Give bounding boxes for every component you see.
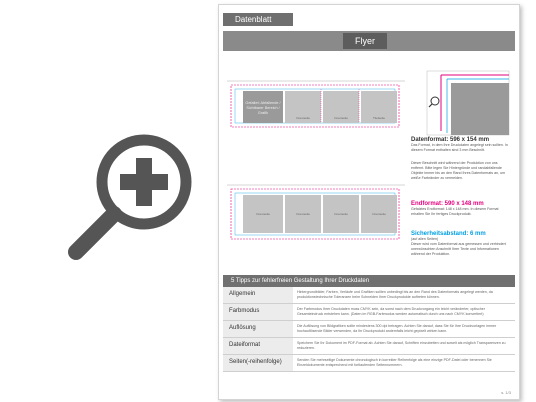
- safety-block: [411, 231, 511, 257]
- tips-title: 5 Tipps zur fehlerfreien Gestaltung Ihrer Druckdaten: [223, 275, 515, 287]
- tip-row: [223, 321, 515, 338]
- flyer-top-label-1: Innenseite: [296, 116, 310, 120]
- tip-label: Allgemein: [223, 287, 293, 303]
- flyer-bottom-label-3: Innenseite: [334, 212, 348, 216]
- tip-row: [223, 287, 515, 304]
- tip-row: [223, 355, 515, 372]
- datasheet-tab: Datenblatt: [223, 13, 293, 26]
- tip-text: Senden Sie mehrseitige Dokumente chronologisch in korrekter Reihenfolge als eine einzige PDF-Datei oder benennen Sie Einzeldokumente entsprechend mit fortlaufenden Seitennummern.: [297, 358, 492, 367]
- flyer-top-label-3: Titelseite: [373, 116, 385, 120]
- flyer-bottom-label-2: Innenseite: [296, 212, 310, 216]
- flyer-bottom-label-4: Innenseite: [372, 212, 386, 216]
- tip-label: Dateiformat: [223, 338, 293, 354]
- corner-detail-inset: [427, 71, 509, 135]
- flyer-top-label-2: Innenseite: [334, 116, 348, 120]
- tips-table: [223, 275, 515, 372]
- endformat-title: Endformat: 590 x 148 mm: [411, 201, 484, 207]
- tip-row: [223, 304, 515, 321]
- dataformat-block: [411, 137, 511, 153]
- safety-text: Dieser wird vom Datenformat aus gemessen und verhindert unerwünschten Anschnitt Ihrer Texte und Informationen während der Produktion.: [411, 242, 506, 256]
- tip-label: Auflösung: [223, 321, 293, 337]
- zoom-in-icon[interactable]: [48, 126, 200, 266]
- tip-text: Die Auflösung von Bildgrafiken sollte mindestens 300 dpi betragen. Achten Sie darauf, dass Sie für Ihre Druckvorlagen immer hochauflösende Bilder verwenden, da Ihr Druckprodukt andernfalls leicht gepixelt wirken kann.: [297, 324, 497, 333]
- endformat-block: [411, 201, 511, 217]
- tip-text: Speichern Sie Ihr Dokument im PDF-Format ab. Achten Sie darauf, Schriften einzubetten und soweit als möglich Transparenzen zu reduzieren.: [297, 341, 506, 350]
- tip-text: Hintergrundbilder, Farben, Verläufe und Grafiken sollten unbedingt bis an den Rand des Datenformats angelegt werden, da produktionstechnische Toleranzen beim Schneiden Ihrer Druckprodukte auftreten können.: [297, 290, 493, 299]
- flyer-bottom-label-1: Innenseite: [256, 212, 270, 216]
- page-number: s. 1/3: [501, 390, 511, 395]
- dataformat-text: Das Format, in dem Ihre Druckdaten angelegt sein sollten. In diesem Format enthalten sind 3 mm Beschnitt.: [411, 143, 508, 152]
- safety-title: Sicherheitsabstand: 6 mm: [411, 231, 486, 237]
- page-title: Flyer: [343, 33, 387, 49]
- note-block: [411, 161, 511, 181]
- tip-text: Der Farbmodus Ihrer Druckdaten muss CMYK sein, da sonst nach dem Druckvorgang ein leicht veränderter, optischer Gesamteindruck entstehen kann. (Daten im RGB-Farbmodus werden automatisch durch uns nach CMYK konvertiert): [297, 307, 485, 316]
- tip-label: Seiten(-reihenfolge): [223, 355, 293, 371]
- tip-row: [223, 338, 515, 355]
- safety-sub: (auf allen Seiten): [411, 237, 439, 241]
- note-text: Dieser Beschnitt wird während der Produktion von uns entfernt. Bitte legen Sie Hintergründe und randabfallende Objekte immer bis an den Rand Ihres Datenformats an, um weiße Farbränder zu vermeiden.: [411, 161, 506, 180]
- datasheet-page: [218, 4, 520, 400]
- dataformat-title: Datenformat: 596 x 154 mm: [411, 137, 490, 143]
- tip-label: Farbmodus: [223, 304, 293, 320]
- flyer-top-panel-text: Gefaltet: Abfallende / Sichtbarer Bereich / Grafik: [245, 101, 281, 115]
- endformat-text: Gefalztes Endformat: 148 x 148 mm. In diesem Format erhalten Sie Ihr fertiges Druckprodukt.: [411, 207, 499, 216]
